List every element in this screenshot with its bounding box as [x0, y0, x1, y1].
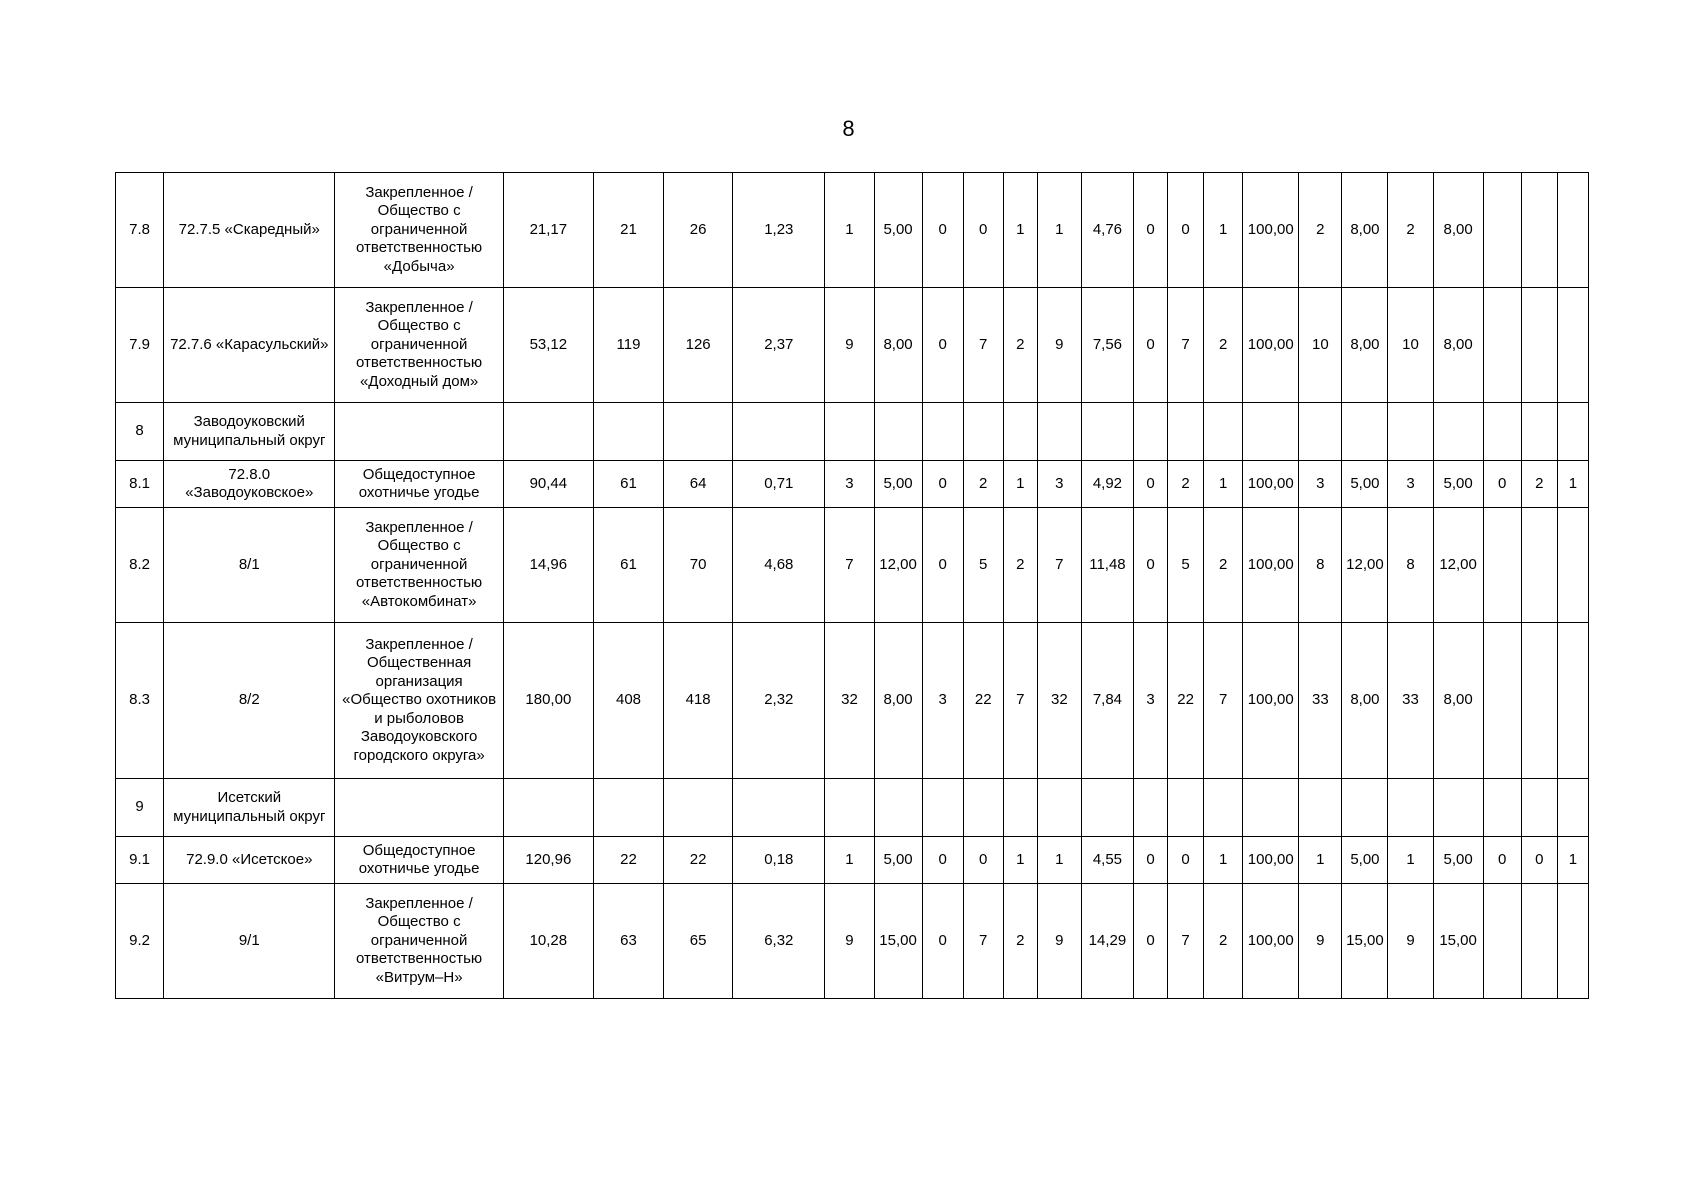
table-row: [116, 837, 1589, 884]
cell-value: [1557, 173, 1588, 288]
cell-row-number: 7.8: [116, 173, 164, 288]
cell-value: [1342, 779, 1388, 837]
cell-value: [664, 779, 733, 837]
cell-value: 0: [963, 837, 1003, 884]
cell-ground-category: Закрепленное / Общественная организация «Общество охотников и рыболовов Заводоуковского городского округа»: [335, 623, 503, 779]
cell-value: 100,00: [1243, 623, 1299, 779]
cell-value: [1521, 884, 1557, 999]
cell-value: 418: [664, 623, 733, 779]
cell-value: 120,96: [503, 837, 593, 884]
cell-value: 5,00: [874, 837, 922, 884]
cell-value: [1433, 779, 1483, 837]
cell-value: 64: [664, 461, 733, 508]
cell-ground-name: 8/1: [164, 508, 335, 623]
cell-value: [1483, 508, 1521, 623]
cell-value: 1: [1037, 837, 1081, 884]
cell-value: 180,00: [503, 623, 593, 779]
table-row: [116, 508, 1589, 623]
cell-value: [874, 403, 922, 461]
cell-value: [1037, 403, 1081, 461]
cell-value: 21,17: [503, 173, 593, 288]
cell-value: 4,55: [1081, 837, 1133, 884]
cell-value: 14,29: [1081, 884, 1133, 999]
cell-value: 10,28: [503, 884, 593, 999]
cell-value: 2: [1204, 288, 1243, 403]
table-row: [116, 623, 1589, 779]
cell-value: 3: [1037, 461, 1081, 508]
cell-value: [1299, 403, 1342, 461]
cell-value: 5: [1168, 508, 1204, 623]
cell-value: [1521, 288, 1557, 403]
cell-value: 1: [1557, 837, 1588, 884]
cell-value: [1037, 779, 1081, 837]
cell-value: [1003, 403, 1037, 461]
cell-value: [1299, 779, 1342, 837]
cell-value: 1: [1037, 173, 1081, 288]
cell-value: [1483, 623, 1521, 779]
cell-value: 7: [1168, 288, 1204, 403]
cell-value: 15,00: [1433, 884, 1483, 999]
cell-value: 8,00: [1342, 623, 1388, 779]
cell-value: 1: [1299, 837, 1342, 884]
cell-value: [1483, 884, 1521, 999]
cell-value: 2: [1003, 884, 1037, 999]
cell-value: [963, 403, 1003, 461]
cell-ground-name: 72.9.0 «Исетское»: [164, 837, 335, 884]
cell-value: 12,00: [1342, 508, 1388, 623]
cell-value: 12,00: [874, 508, 922, 623]
cell-value: 2: [1003, 508, 1037, 623]
cell-value: 21: [593, 173, 663, 288]
cell-value: 0,71: [733, 461, 825, 508]
cell-ground-name: 9/1: [164, 884, 335, 999]
cell-value: 3: [1133, 623, 1167, 779]
cell-value: 33: [1388, 623, 1433, 779]
cell-value: 2: [963, 461, 1003, 508]
cell-row-number: 8: [116, 403, 164, 461]
cell-value: 100,00: [1243, 508, 1299, 623]
cell-value: 0: [922, 288, 963, 403]
cell-value: [1133, 403, 1167, 461]
cell-value: 0: [922, 173, 963, 288]
cell-value: 61: [593, 461, 663, 508]
cell-value: [825, 779, 874, 837]
cell-value: [1204, 779, 1243, 837]
cell-value: 0: [922, 884, 963, 999]
cell-value: 5,00: [1342, 837, 1388, 884]
cell-ground-category: Общедоступное охотничье угодье: [335, 837, 503, 884]
cell-value: 9: [1299, 884, 1342, 999]
cell-value: [1521, 779, 1557, 837]
cell-value: 100,00: [1243, 288, 1299, 403]
cell-value: 0: [1133, 173, 1167, 288]
cell-value: [664, 403, 733, 461]
cell-value: 9: [1037, 884, 1081, 999]
cell-value: 0: [1521, 837, 1557, 884]
cell-value: [1003, 779, 1037, 837]
cell-value: [593, 403, 663, 461]
table-row: [116, 288, 1589, 403]
cell-value: 1: [1557, 461, 1588, 508]
cell-value: 3: [1299, 461, 1342, 508]
cell-ground-name: 72.8.0 «Заводоуковское»: [164, 461, 335, 508]
page-number: 8: [842, 116, 855, 141]
cell-value: 2: [1521, 461, 1557, 508]
cell-value: 100,00: [1243, 884, 1299, 999]
cell-value: 3: [825, 461, 874, 508]
cell-value: 2: [1299, 173, 1342, 288]
cell-value: 22: [593, 837, 663, 884]
cell-value: 7: [963, 884, 1003, 999]
table-row: [116, 173, 1589, 288]
cell-value: 32: [825, 623, 874, 779]
cell-value: 7: [1204, 623, 1243, 779]
cell-value: [1342, 403, 1388, 461]
cell-value: 5,00: [1433, 837, 1483, 884]
table-row: [116, 779, 1589, 837]
cell-ground-name: 8/2: [164, 623, 335, 779]
cell-row-number: 8.1: [116, 461, 164, 508]
cell-value: 15,00: [1342, 884, 1388, 999]
cell-value: 0: [963, 173, 1003, 288]
cell-value: [1388, 403, 1433, 461]
cell-value: 0: [1168, 837, 1204, 884]
cell-value: 90,44: [503, 461, 593, 508]
cell-value: [1557, 508, 1588, 623]
cell-value: [1557, 779, 1588, 837]
cell-value: 2,32: [733, 623, 825, 779]
cell-value: 22: [963, 623, 1003, 779]
cell-value: 0: [1168, 173, 1204, 288]
cell-value: 10: [1388, 288, 1433, 403]
cell-value: [1168, 779, 1204, 837]
cell-value: [1557, 884, 1588, 999]
cell-value: 1: [1204, 837, 1243, 884]
cell-value: 1: [1204, 173, 1243, 288]
cell-value: 0,18: [733, 837, 825, 884]
cell-value: 9: [1037, 288, 1081, 403]
cell-value: 65: [664, 884, 733, 999]
cell-value: [733, 403, 825, 461]
cell-value: [874, 779, 922, 837]
cell-value: 8: [1388, 508, 1433, 623]
cell-value: 1,23: [733, 173, 825, 288]
cell-value: 100,00: [1243, 173, 1299, 288]
cell-value: 100,00: [1243, 837, 1299, 884]
cell-value: 408: [593, 623, 663, 779]
cell-ground-category: Общедоступное охотничье угодье: [335, 461, 503, 508]
cell-value: 8: [1299, 508, 1342, 623]
cell-value: 2: [1003, 288, 1037, 403]
cell-value: [922, 779, 963, 837]
cell-row-number: 7.9: [116, 288, 164, 403]
cell-value: [825, 403, 874, 461]
cell-value: [1204, 403, 1243, 461]
cell-value: 8,00: [1342, 288, 1388, 403]
cell-value: 100,00: [1243, 461, 1299, 508]
cell-value: 0: [1133, 837, 1167, 884]
cell-value: [503, 403, 593, 461]
cell-value: [1243, 779, 1299, 837]
cell-value: 8,00: [1342, 173, 1388, 288]
cell-value: 7,84: [1081, 623, 1133, 779]
cell-value: 5: [963, 508, 1003, 623]
cell-value: [1388, 779, 1433, 837]
cell-value: [922, 403, 963, 461]
cell-value: 0: [922, 461, 963, 508]
cell-value: 5,00: [1433, 461, 1483, 508]
cell-value: 22: [664, 837, 733, 884]
cell-value: [733, 779, 825, 837]
cell-value: [1081, 403, 1133, 461]
cell-value: [1483, 288, 1521, 403]
cell-value: 2: [1204, 884, 1243, 999]
cell-ground-category: Закрепленное / Общество с ограниченной ответственностью «Автокомбинат»: [335, 508, 503, 623]
cell-value: [1521, 173, 1557, 288]
cell-value: 1: [1204, 461, 1243, 508]
cell-ground-category: [335, 779, 503, 837]
cell-value: 7: [963, 288, 1003, 403]
cell-value: 9: [825, 884, 874, 999]
cell-value: 5,00: [1342, 461, 1388, 508]
cell-value: 14,96: [503, 508, 593, 623]
cell-value: 0: [1133, 461, 1167, 508]
cell-value: 7,56: [1081, 288, 1133, 403]
cell-value: 8,00: [1433, 173, 1483, 288]
cell-value: 2: [1204, 508, 1243, 623]
cell-value: 33: [1299, 623, 1342, 779]
cell-value: [1243, 403, 1299, 461]
cell-value: 0: [922, 508, 963, 623]
cell-ground-name: 72.7.5 «Скаредный»: [164, 173, 335, 288]
cell-value: 7: [1003, 623, 1037, 779]
cell-value: [1483, 173, 1521, 288]
cell-value: 10: [1299, 288, 1342, 403]
cell-value: 0: [1133, 508, 1167, 623]
cell-value: 119: [593, 288, 663, 403]
cell-value: 4,68: [733, 508, 825, 623]
cell-value: [503, 779, 593, 837]
cell-value: 0: [922, 837, 963, 884]
cell-value: [1483, 779, 1521, 837]
cell-value: [1557, 623, 1588, 779]
cell-value: 126: [664, 288, 733, 403]
cell-row-number: 8.2: [116, 508, 164, 623]
cell-value: 53,12: [503, 288, 593, 403]
cell-row-number: 9.1: [116, 837, 164, 884]
cell-value: [1483, 403, 1521, 461]
cell-value: 2: [1388, 173, 1433, 288]
cell-value: [1133, 779, 1167, 837]
cell-value: [1557, 403, 1588, 461]
cell-value: 8,00: [1433, 623, 1483, 779]
cell-ground-category: Закрепленное / Общество с ограниченной ответственностью «Добыча»: [335, 173, 503, 288]
cell-value: 3: [1388, 461, 1433, 508]
cell-value: [963, 779, 1003, 837]
cell-value: [593, 779, 663, 837]
cell-value: 70: [664, 508, 733, 623]
cell-value: [1168, 403, 1204, 461]
cell-value: 0: [1133, 884, 1167, 999]
table-row: [116, 461, 1589, 508]
cell-value: 5,00: [874, 173, 922, 288]
cell-value: [1521, 403, 1557, 461]
cell-value: 7: [825, 508, 874, 623]
cell-value: 5,00: [874, 461, 922, 508]
cell-row-number: 9: [116, 779, 164, 837]
cell-value: 22: [1168, 623, 1204, 779]
cell-value: 9: [825, 288, 874, 403]
cell-value: 1: [1388, 837, 1433, 884]
cell-value: 7: [1037, 508, 1081, 623]
cell-value: 63: [593, 884, 663, 999]
cell-value: 0: [1483, 461, 1521, 508]
cell-value: 61: [593, 508, 663, 623]
cell-value: 1: [1003, 461, 1037, 508]
cell-value: 2: [1168, 461, 1204, 508]
cell-value: [1433, 403, 1483, 461]
cell-value: 1: [825, 837, 874, 884]
cell-value: [1521, 508, 1557, 623]
cell-value: [1081, 779, 1133, 837]
cell-ground-name: Исетский муниципальный округ: [164, 779, 335, 837]
cell-value: 6,32: [733, 884, 825, 999]
cell-value: 2,37: [733, 288, 825, 403]
cell-value: 0: [1483, 837, 1521, 884]
cell-value: 15,00: [874, 884, 922, 999]
cell-value: 3: [922, 623, 963, 779]
cell-value: 4,92: [1081, 461, 1133, 508]
cell-value: 8,00: [1433, 288, 1483, 403]
cell-value: 1: [825, 173, 874, 288]
cell-ground-name: Заводоуковский муниципальный округ: [164, 403, 335, 461]
cell-value: 26: [664, 173, 733, 288]
cell-value: 1: [1003, 173, 1037, 288]
cell-value: 1: [1003, 837, 1037, 884]
cell-value: 7: [1168, 884, 1204, 999]
cell-row-number: 8.3: [116, 623, 164, 779]
cell-ground-category: Закрепленное / Общество с ограниченной ответственностью «Витрум–Н»: [335, 884, 503, 999]
cell-value: 9: [1388, 884, 1433, 999]
cell-ground-category: Закрепленное / Общество с ограниченной ответственностью «Доходный дом»: [335, 288, 503, 403]
cell-value: 8,00: [874, 288, 922, 403]
cell-row-number: 9.2: [116, 884, 164, 999]
table-row: [116, 403, 1589, 461]
table-row: [116, 884, 1589, 999]
cell-ground-category: [335, 403, 503, 461]
cell-value: 0: [1133, 288, 1167, 403]
cell-value: 12,00: [1433, 508, 1483, 623]
cell-value: 8,00: [874, 623, 922, 779]
cell-value: 11,48: [1081, 508, 1133, 623]
cell-value: [1557, 288, 1588, 403]
cell-ground-name: 72.7.6 «Карасульский»: [164, 288, 335, 403]
cell-value: 4,76: [1081, 173, 1133, 288]
hunting-grounds-table: [115, 172, 1589, 999]
cell-value: 32: [1037, 623, 1081, 779]
cell-value: [1521, 623, 1557, 779]
